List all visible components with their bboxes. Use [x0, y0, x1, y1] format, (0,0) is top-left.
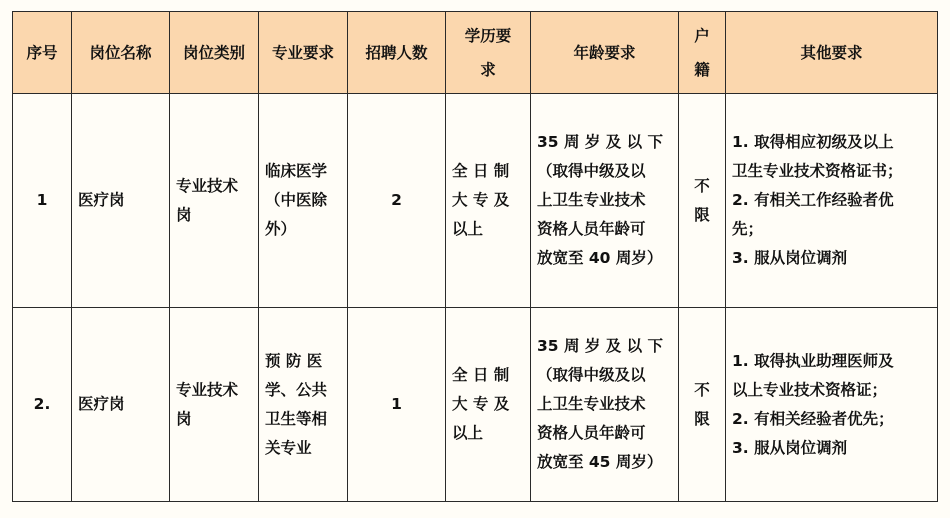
cell-line: 关专业 [265, 438, 312, 457]
header-major: 专业要求 [259, 12, 348, 94]
header-other: 其他要求 [726, 12, 938, 94]
cell-position-name: 医疗岗 [72, 94, 170, 308]
cell-line: 35 周 岁 及 以 下 [537, 133, 664, 151]
cell-line: 1. 取得执业助理医师及 [732, 351, 894, 370]
cell-line: 大 专 及 [452, 395, 510, 413]
cell-line: 放宽至 40 周岁） [537, 249, 663, 267]
recruitment-table [12, 11, 938, 502]
cell-line: 岗 [176, 409, 192, 428]
header-position-name: 岗位名称 [72, 12, 170, 94]
cell-other [726, 308, 938, 502]
cell-line: 3. 服从岗位调剂 [732, 438, 848, 457]
cell-education [446, 308, 531, 502]
cell-position-type [170, 94, 259, 308]
cell-position-name: 医疗岗 [72, 308, 170, 502]
cell-line: 上卫生专业技术 [537, 191, 646, 209]
cell-major [259, 308, 348, 502]
cell-line: 35 周 岁 及 以 下 [537, 337, 664, 355]
cell-line: 卫生专业技术资格证书； [732, 162, 903, 180]
table-row [13, 308, 938, 502]
cell-major [259, 94, 348, 308]
cell-line: 资格人员年龄可 [537, 424, 646, 442]
cell-age [531, 308, 679, 502]
cell-count: 2 [348, 94, 446, 308]
cell-line: 2. 有相关工作经验者优 [732, 191, 894, 209]
cell-line: 外） [265, 220, 297, 238]
cell-count: 1 [348, 308, 446, 502]
cell-line: 限 [694, 205, 710, 224]
header-education-line: 求 [480, 60, 496, 79]
cell-line: 上卫生专业技术 [537, 395, 646, 413]
cell-line: 先； [732, 220, 764, 238]
cell-line: 学、公共 [265, 380, 328, 399]
cell-line: 临床医学 [265, 162, 328, 180]
cell-position-type [170, 308, 259, 502]
cell-age [531, 94, 679, 308]
cell-seq: 1 [13, 94, 72, 308]
header-hukou [679, 12, 726, 94]
header-count: 招聘人数 [348, 12, 446, 94]
cell-line: 大 专 及 [452, 191, 510, 209]
cell-line: 不 [694, 380, 710, 399]
header-education [446, 12, 531, 94]
cell-line: 2. 有相关经验者优先； [732, 409, 894, 428]
cell-other [726, 94, 938, 308]
cell-line: 卫生等相 [265, 409, 328, 428]
cell-line: 岗 [176, 205, 192, 224]
cell-line: 预 防 医 [265, 351, 323, 370]
cell-line: （中医除 [265, 191, 328, 209]
cell-hukou [679, 94, 726, 308]
header-hukou-line: 籍 [694, 60, 710, 79]
cell-line: 以上 [452, 424, 484, 442]
cell-line: 专业技术 [176, 380, 239, 399]
recruitment-table-container [12, 11, 938, 502]
cell-line: 专业技术 [176, 176, 239, 195]
cell-line: 1. 取得相应初级及以上 [732, 133, 894, 151]
cell-line: 全 日 制 [452, 366, 510, 384]
cell-hukou [679, 308, 726, 502]
cell-line: 限 [694, 409, 710, 428]
cell-line: 资格人员年龄可 [537, 220, 646, 238]
header-seq: 序号 [13, 12, 72, 94]
cell-line: （取得中级及以 [537, 366, 646, 384]
cell-seq: 2. [13, 308, 72, 502]
cell-education [446, 94, 531, 308]
header-age: 年龄要求 [531, 12, 679, 94]
cell-line: 不 [694, 176, 710, 195]
cell-line: 放宽至 45 周岁） [537, 453, 663, 471]
cell-line: 全 日 制 [452, 162, 510, 180]
header-row [13, 12, 938, 94]
cell-line: 3. 服从岗位调剂 [732, 249, 848, 267]
table-row [13, 94, 938, 308]
header-education-line: 学历要 [464, 26, 512, 45]
cell-line: （取得中级及以 [537, 162, 646, 180]
header-position-type: 岗位类别 [170, 12, 259, 94]
cell-line: 以上 [452, 220, 484, 238]
header-hukou-line: 户 [694, 26, 710, 45]
cell-line: 以上专业技术资格证； [732, 380, 888, 399]
